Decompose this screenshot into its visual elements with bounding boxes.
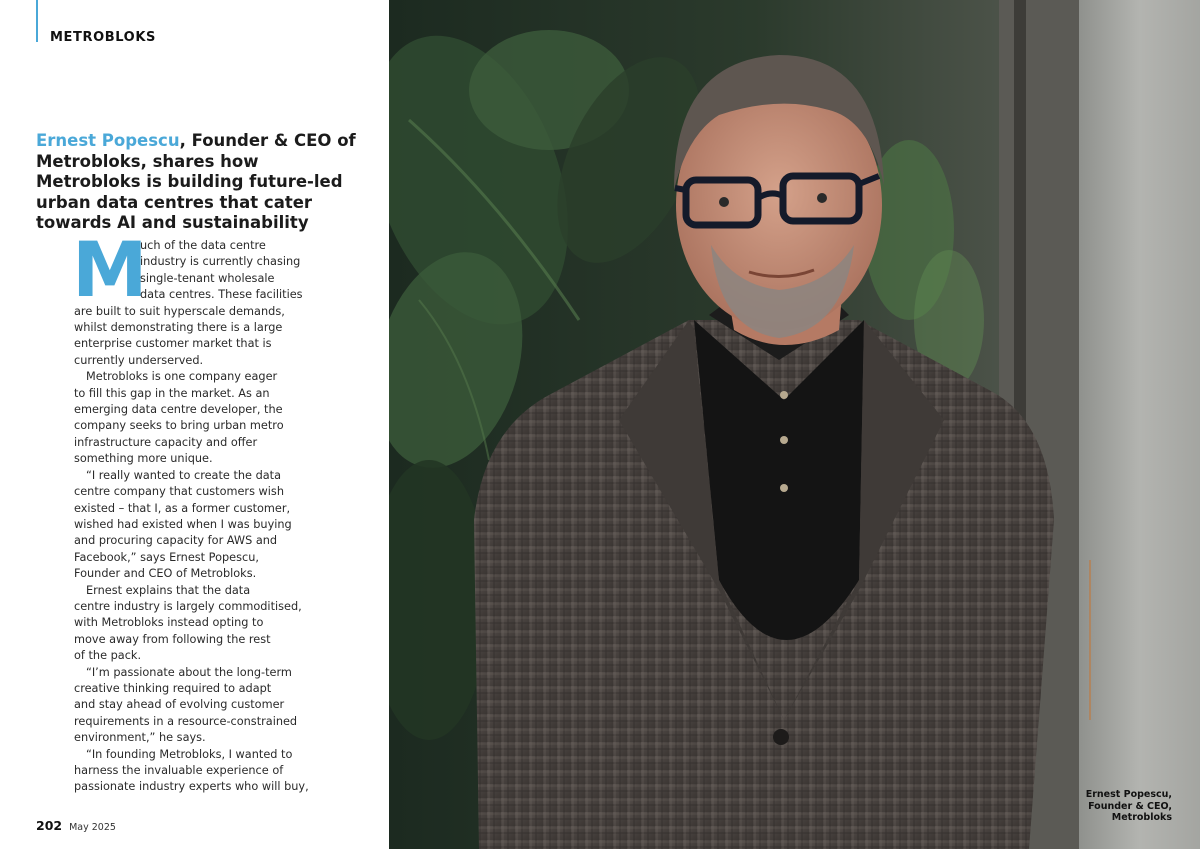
headline-text: , Founder & CEO of Metrobloks, shares how Metrobloks is building future-led urban data centres that cater towards AI and sustainability bbox=[36, 131, 356, 232]
body-line: emerging data centre developer, the bbox=[74, 403, 283, 417]
page-footer bbox=[36, 815, 116, 834]
issue-date: May 2025 bbox=[69, 822, 116, 833]
body-line: of the pack. bbox=[74, 649, 142, 663]
portrait-illustration bbox=[389, 0, 1200, 849]
page-number: 202 bbox=[36, 818, 63, 833]
body-line: “I’m passionate about the long-term bbox=[86, 665, 292, 679]
body-line: with Metrobloks instead opting to bbox=[74, 616, 264, 630]
caption-line: Founder & CEO, bbox=[1088, 800, 1172, 812]
caption-line: Ernest Popescu, bbox=[1085, 789, 1172, 800]
caption-line: Metrobloks bbox=[1111, 812, 1172, 823]
body-line: Facebook,” says Ernest Popescu, bbox=[74, 550, 259, 564]
body-line: enterprise customer market that is bbox=[74, 337, 272, 351]
body-line: Founder and CEO of Metrobloks. bbox=[74, 567, 257, 581]
body-line: single-tenant wholesale bbox=[140, 271, 275, 285]
body-line: creative thinking required to adapt bbox=[74, 681, 272, 695]
headline bbox=[36, 131, 366, 234]
body-line: are built to suit hyperscale demands, bbox=[74, 304, 285, 318]
section-label: METROBLOKS bbox=[50, 30, 156, 45]
body-line: and procuring capacity for AWS and bbox=[74, 534, 278, 548]
section-accent-rule bbox=[36, 0, 38, 42]
body-line: uch of the data centre bbox=[140, 239, 266, 252]
body-line: wished had existed when I was buying bbox=[74, 517, 292, 531]
photo-caption bbox=[1086, 789, 1172, 824]
body-line: industry is currently chasing bbox=[140, 255, 301, 269]
body-line: Metrobloks is one company eager bbox=[86, 370, 278, 384]
body-line: to fill this gap in the market. As an bbox=[74, 386, 270, 400]
body-line: company seeks to bring urban metro bbox=[74, 419, 284, 433]
drop-cap: M bbox=[72, 225, 148, 314]
body-line: currently underserved. bbox=[74, 353, 204, 367]
body-line: something more unique. bbox=[74, 452, 213, 466]
body-line: passionate industry experts who will buy, bbox=[74, 780, 309, 794]
body-line: infrastructure capacity and offer bbox=[74, 435, 258, 449]
body-line: Ernest explains that the data bbox=[86, 583, 251, 597]
headline-name: Ernest Popescu bbox=[36, 131, 180, 150]
body-line: centre company that customers wish bbox=[74, 485, 284, 499]
body-line: centre industry is largely commoditised, bbox=[74, 599, 302, 613]
body-line: “In founding Metrobloks, I wanted to bbox=[86, 747, 293, 761]
portrait-photo bbox=[389, 0, 1200, 849]
article-body bbox=[74, 238, 310, 796]
body-line: existed – that I, as a former customer, bbox=[74, 501, 291, 515]
body-line: requirements in a resource-constrained bbox=[74, 714, 298, 728]
body-line: data centres. These facilities bbox=[140, 288, 303, 302]
body-line: environment,” he says. bbox=[74, 731, 206, 745]
body-line: whilst demonstrating there is a large bbox=[74, 321, 283, 335]
body-line: “I really wanted to create the data bbox=[86, 468, 282, 482]
body-line: and stay ahead of evolving customer bbox=[74, 698, 285, 712]
article-column bbox=[0, 0, 389, 849]
body-line: harness the invaluable experience of bbox=[74, 764, 284, 777]
body-line: move away from following the rest bbox=[74, 632, 271, 646]
